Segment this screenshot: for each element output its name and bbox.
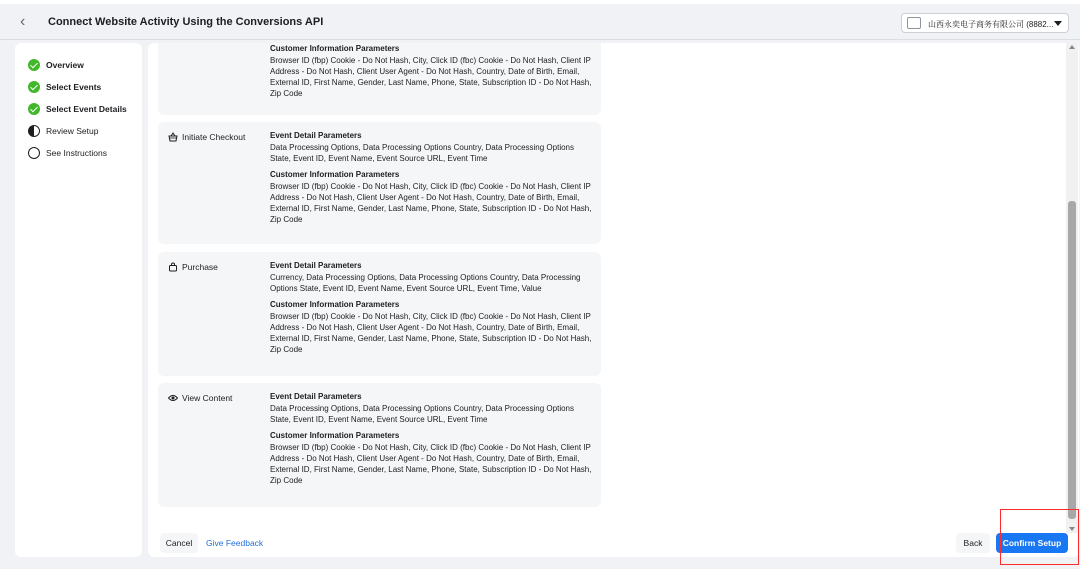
vertical-scrollbar[interactable] [1066, 43, 1078, 533]
step-select-events[interactable] [28, 80, 101, 94]
basket-icon [168, 132, 178, 142]
event-params [270, 44, 595, 105]
back-chevron-icon[interactable]: ‹ [20, 13, 26, 30]
account-selector[interactable] [901, 13, 1069, 33]
customer-params-heading: Customer Information Parameters [270, 300, 400, 309]
event-name-label: View Content [182, 393, 233, 403]
step-select-event-details[interactable] [28, 102, 127, 116]
event-detail-params-text: Data Processing Options, Data Processing Options Country, Data Processing Options State, Event ID, Event Name, Event Source URL, Event Time [270, 143, 574, 163]
event-card-view-content [158, 383, 601, 507]
step-overview[interactable] [28, 58, 84, 72]
event-name-label: Purchase [182, 262, 218, 272]
customer-params-heading: Customer Information Parameters [270, 170, 400, 179]
step-label: Select Event Details [46, 104, 127, 114]
shopping-bag-icon [168, 262, 178, 272]
half-circle-icon [28, 125, 40, 137]
event-detail-params-text: Currency, Data Processing Options, Data Processing Options Country, Data Processing Options State, Event ID, Event Name, Event Source URL, Event Time, Value [270, 273, 581, 293]
account-name: 山西永奕电子商务有限公司 (8882... [928, 20, 1054, 29]
event-detail-params-heading: Event Detail Parameters [270, 131, 362, 140]
event-detail-params-heading: Event Detail Parameters [270, 261, 362, 270]
event-name [168, 262, 218, 272]
back-button[interactable]: Back [956, 533, 990, 553]
footer-actions [148, 529, 1079, 557]
event-detail-params-text: Data Processing Options, Data Processing Options Country, Data Processing Options State, Event ID, Event Name, Event Source URL, Event Time [270, 404, 574, 424]
event-params [270, 261, 595, 361]
step-label: Review Setup [46, 126, 99, 136]
caret-down-icon [1054, 21, 1062, 26]
step-label: See Instructions [46, 148, 107, 158]
scroll-up-icon[interactable] [1069, 45, 1075, 49]
event-name-label: Initiate Checkout [182, 132, 246, 142]
scrollbar-thumb[interactable] [1068, 201, 1076, 519]
event-card-purchase [158, 252, 601, 376]
step-label: Select Events [46, 82, 102, 92]
event-name [168, 393, 232, 403]
customer-params-text: Browser ID (fbp) Cookie - Do Not Hash, City, Click ID (fbc) Cookie - Do Not Hash, Client IP Address - Do Not Hash, Client User Agent - Do Not Hash, Country, Date of Birth, Email, External ID, First Name, Gender, Last Name, Phone, State, Subscription ID - Do Not Hash, Zip Code [270, 312, 592, 354]
account-icon [907, 17, 921, 29]
customer-params-heading: Customer Information Parameters [270, 431, 400, 440]
cancel-button[interactable]: Cancel [160, 533, 198, 553]
confirm-setup-button[interactable]: Confirm Setup [996, 533, 1068, 553]
event-params [270, 392, 595, 492]
event-params [270, 131, 595, 231]
check-circle-icon [28, 103, 40, 115]
review-panel [148, 43, 1079, 557]
step-review-setup[interactable] [28, 124, 98, 138]
event-card-initiate-checkout [158, 122, 601, 244]
customer-params-text: Browser ID (fbp) Cookie - Do Not Hash, City, Click ID (fbc) Cookie - Do Not Hash, Client IP Address - Do Not Hash, Client User Agent - Do Not Hash, Country, Date of Birth, Email, External ID, First Name, Gender, Last Name, Phone, State, Subscription ID - Do Not Hash, Zip Code [270, 443, 592, 485]
check-circle-icon [28, 59, 40, 71]
page-title: Connect Website Activity Using the Conversions API [48, 16, 324, 28]
customer-params-heading: Customer Information Parameters [270, 44, 400, 53]
step-label: Overview [46, 60, 84, 70]
event-name [168, 132, 245, 142]
customer-params-text: Browser ID (fbp) Cookie - Do Not Hash, City, Click ID (fbc) Cookie - Do Not Hash, Client IP Address - Do Not Hash, Client User Agent - Do Not Hash, Country, Date of Birth, Email, External ID, First Name, Gender, Last Name, Phone, State, Subscription ID - Do Not Hash, Zip Code [270, 56, 592, 98]
event-list [148, 43, 1079, 515]
empty-circle-icon [28, 147, 40, 159]
page-header [0, 4, 1080, 40]
setup-steps-sidebar [15, 43, 142, 557]
customer-params-text: Browser ID (fbp) Cookie - Do Not Hash, City, Click ID (fbc) Cookie - Do Not Hash, Client IP Address - Do Not Hash, Client User Agent - Do Not Hash, Country, Date of Birth, Email, External ID, First Name, Gender, Last Name, Phone, State, Subscription ID - Do Not Hash, Zip Code [270, 182, 592, 224]
give-feedback-link[interactable]: Give Feedback [206, 538, 264, 548]
check-circle-icon [28, 81, 40, 93]
event-detail-params-heading: Event Detail Parameters [270, 392, 362, 401]
event-card-partial [158, 43, 601, 115]
eye-icon [168, 393, 178, 403]
step-see-instructions[interactable] [28, 146, 107, 160]
